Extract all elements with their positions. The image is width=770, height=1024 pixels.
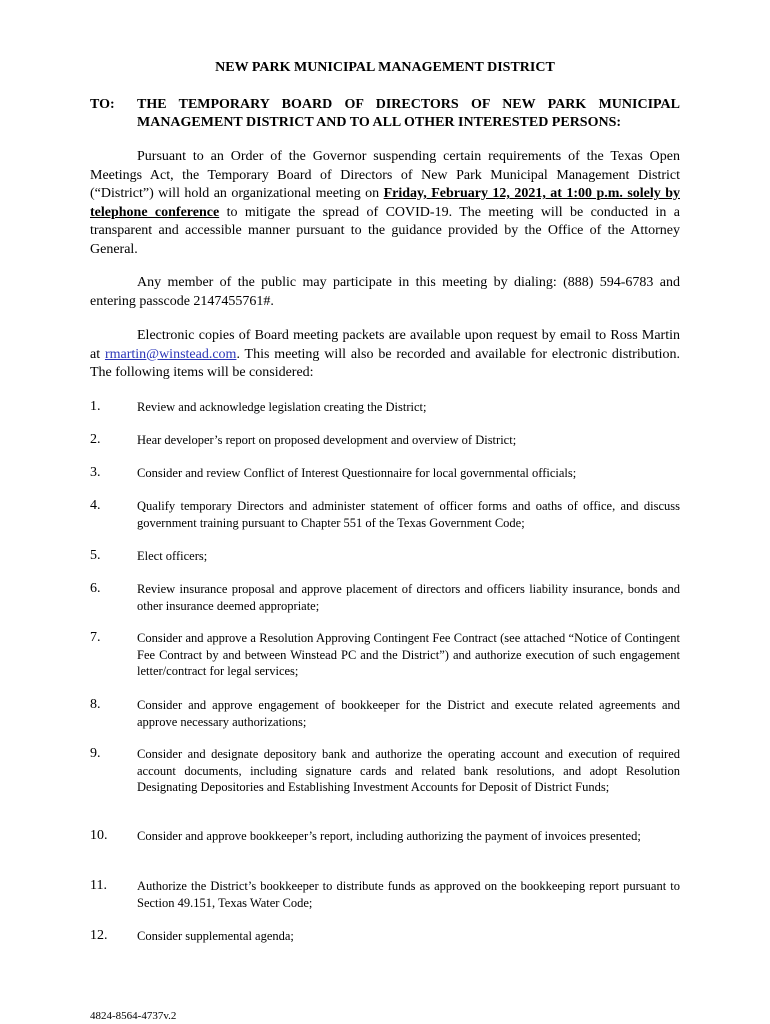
document-footer-id: 4824-8564-4737v.2 (90, 1010, 177, 1022)
agenda-item-text: Consider and approve bookkeeper’s report, including authorizing the payment of invoices presented; (137, 829, 641, 843)
agenda-item (90, 828, 680, 845)
agenda-item-number: 4. (90, 498, 101, 513)
packets-paragraph (90, 327, 680, 383)
email-link[interactable]: rmartin@winstead.com (104, 346, 237, 362)
agenda-item-number: 12. (90, 928, 108, 943)
meeting-date-emphasis: Friday, February 12, 2021, at 1:00 p.m. solely by telephone conference (90, 186, 680, 220)
packets-text-2: . This meeting will also be recorded and available for electronic distribution. The following items will be considered: (90, 346, 680, 380)
agenda-item (90, 697, 680, 730)
agenda-item-text: Elect officers; (137, 549, 208, 563)
agenda-item-text: Review and acknowledge legislation creating the District; (137, 400, 427, 414)
agenda-item-text: Authorize the District’s bookkeeper to distribute funds as approved on the bookkeeping report pursuant to Section 49.151, Texas Water Code; (137, 879, 680, 910)
agenda-item (90, 548, 680, 565)
agenda-item-number: 10. (90, 828, 108, 843)
agenda-item-number: 9. (90, 746, 101, 761)
agenda-item (90, 928, 680, 945)
agenda-item-text: Consider and approve engagement of bookkeeper for the District and execute related agreements and approve necessary authorizations; (137, 698, 680, 729)
agenda-item (90, 581, 680, 614)
agenda-item-number: 3. (90, 465, 101, 480)
agenda-item-text: Hear developer’s report on proposed development and overview of District; (137, 433, 517, 447)
agenda-item-text: Consider supplemental agenda; (137, 929, 294, 943)
agenda-item (90, 630, 680, 680)
agenda-item (90, 878, 680, 911)
document-heading: NEW PARK MUNICIPAL MANAGEMENT DISTRICT (215, 60, 555, 75)
agenda-item (90, 432, 680, 449)
dial-in-paragraph: Any member of the public may participate in this meeting by dialing: (888) 594-6783 and entering passcode 2147455761#. (90, 275, 680, 309)
meeting-notice-text-2: to mitigate the spread of COVID-19. The meeting will be conducted in a transparent and accessible manner pursuant to the guidance provided by the Office of the Attorney General. (90, 204, 680, 257)
agenda-item-text: Qualify temporary Directors and administer statement of officer forms and oaths of office, and discuss government training pursuant to Chapter 551 of the Texas Government Code; (137, 499, 680, 530)
agenda-item-text: Consider and approve a Resolution Approving Contingent Fee Contract (see attached “Notice of Contingent Fee Contract by and between Winstead PC and the District”) and authorize execution of such engagement letter/contract for legal services; (137, 631, 680, 678)
agenda-item-number: 7. (90, 630, 101, 645)
agenda-item-number: 11. (90, 878, 107, 893)
meeting-notice-text-1: Pursuant to an Order of the Governor suspending certain requirements of the Texas Open Meetings Act, the Temporary Board of Directors of New Park Municipal Management District (“District”) will hold an organizational meeting on (90, 149, 680, 201)
agenda-item (90, 498, 680, 531)
agenda-item-number: 1. (90, 399, 101, 414)
meeting-notice-paragraph (90, 148, 680, 259)
addressee-text: THE TEMPORARY BOARD OF DIRECTORS OF NEW PARK MUNICIPAL MANAGEMENT DISTRICT AND TO ALL OTHER INTERESTED PERSONS: (137, 97, 680, 130)
agenda-item (90, 399, 680, 416)
agenda-item-number: 6. (90, 581, 101, 596)
agenda-item (90, 465, 680, 482)
agenda-item-text: Consider and review Conflict of Interest Questionnaire for local governmental officials; (137, 466, 577, 480)
agenda-item-text: Consider and designate depository bank and authorize the operating account and execution of required account documents, including signature cards and related bank resolutions, and adopt Resolution Designating Depositories and Establishing Investment Accounts for Deposit of District Funds; (137, 747, 680, 794)
addressee-label: TO: (90, 97, 115, 112)
packets-text-1: Electronic copies of Board meeting packets are available upon request by email to Ross Martin at (90, 328, 680, 362)
agenda-item-number: 5. (90, 548, 101, 563)
agenda-item-text: Review insurance proposal and approve placement of directors and officers liability insurance, bonds and other insurance deemed appropriate; (137, 582, 680, 613)
agenda-item (90, 746, 680, 796)
document-page (90, 0, 680, 1024)
agenda-item-number: 2. (90, 432, 101, 447)
agenda-item-number: 8. (90, 697, 101, 712)
addressee-block (90, 96, 680, 132)
